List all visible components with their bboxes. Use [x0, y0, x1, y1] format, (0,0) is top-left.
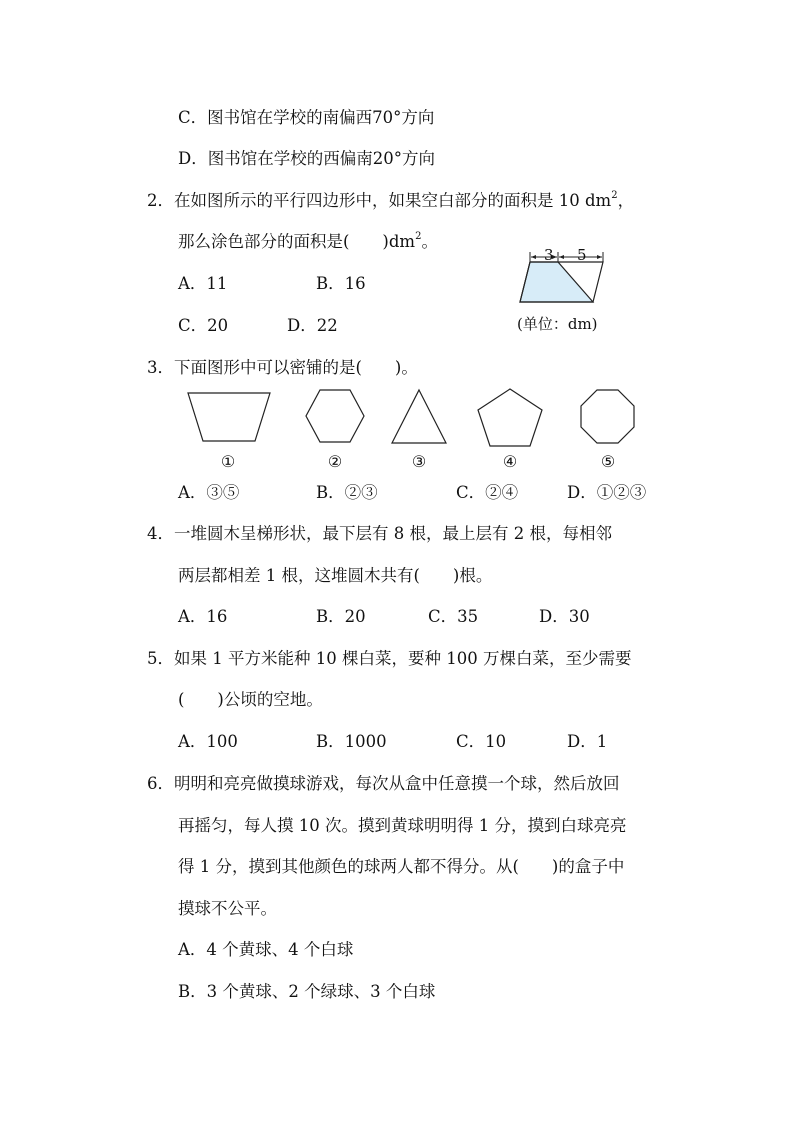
q5-option-d: D．1 [567, 732, 608, 751]
q1-option-c: C．图书馆在学校的南偏西70°方向 [178, 108, 435, 127]
arrowhead [597, 255, 602, 259]
q6-option-a: A．4 个黄球、4 个白球 [178, 940, 354, 959]
shape-label-2: ② [327, 452, 343, 471]
q6-stem-line2: 再摇匀，每人摸 10 次。摸到黄球明明得 1 分，摸到白球亮亮 [178, 816, 627, 835]
q3-option-b: B．②③ [316, 483, 378, 502]
shape-label-3: ③ [411, 452, 427, 471]
q3-stem: 3．下面图形中可以密铺的是( )。 [147, 358, 418, 377]
shape-label-4: ④ [502, 452, 518, 471]
q2-stem-line2: 那么涂色部分的面积是( )$dm^2$。 [178, 230, 438, 251]
dimension-label-3: 3 [544, 246, 554, 264]
q2-option-b: B．16 [316, 274, 366, 293]
shaded-region [520, 262, 593, 302]
q3-option-d: D．①②③ [567, 483, 647, 502]
q6-option-b: B．3 个黄球、2 个绿球、3 个白球 [178, 982, 436, 1001]
shape-label-5: ⑤ [600, 452, 616, 471]
parallelogram-figure [520, 252, 603, 302]
q5-option-a: A．100 [178, 732, 238, 751]
arrowhead [531, 255, 536, 259]
triangle-shape [392, 390, 446, 443]
octagon-shape [581, 390, 634, 443]
q6-stem-line1: 6．明明和亮亮做摸球游戏，每次从盒中任意摸一个球，然后放回 [147, 774, 620, 793]
q4-option-c: C．35 [428, 607, 479, 626]
q5-option-c: C．10 [456, 732, 507, 751]
q4-stem-line2: 两层都相差 1 根，这堆圆木共有( )根。 [178, 566, 493, 585]
arrowhead [559, 255, 564, 259]
q4-option-a: A．16 [178, 607, 228, 626]
figure-unit-caption: (单位：dm) [517, 315, 598, 333]
pentagon-shape [478, 389, 542, 446]
q4-option-d: D．30 [539, 607, 590, 626]
q6-stem-line3: 得 1 分，摸到其他颜色的球两人都不得分。从( )的盒子中 [178, 857, 625, 876]
shape-label-1: ① [220, 452, 236, 471]
q3-option-a: A．③⑤ [178, 483, 240, 502]
q5-stem-line1: 5．如果 1 平方米能种 10 棵白菜，要种 100 万棵白菜，至少需要 [147, 649, 632, 668]
q2-option-c: C．20 [178, 316, 229, 335]
q5-stem-line2: ( )公顷的空地。 [178, 690, 323, 709]
dimension-label-5: 5 [577, 246, 587, 264]
q4-stem-line1: 4．一堆圆木呈梯形状，最下层有 8 根，最上层有 2 根，每相邻 [147, 524, 612, 543]
q1-option-d: D．图书馆在学校的西偏南20°方向 [178, 149, 435, 168]
q2-option-a: A．11 [178, 274, 228, 293]
q4-option-b: B．20 [316, 607, 366, 626]
trapezoid-shape [188, 393, 270, 441]
q5-option-b: B．1000 [316, 732, 387, 751]
q3-option-c: C．②④ [456, 483, 519, 502]
q2-option-d: D．22 [287, 316, 338, 335]
q2-stem-line1: 2．在如图所示的平行四边形中，如果空白部分的面积是 10 $dm^2$， [147, 189, 635, 210]
q6-stem-line4: 摸球不公平。 [178, 899, 277, 918]
hexagon-shape [306, 390, 364, 442]
